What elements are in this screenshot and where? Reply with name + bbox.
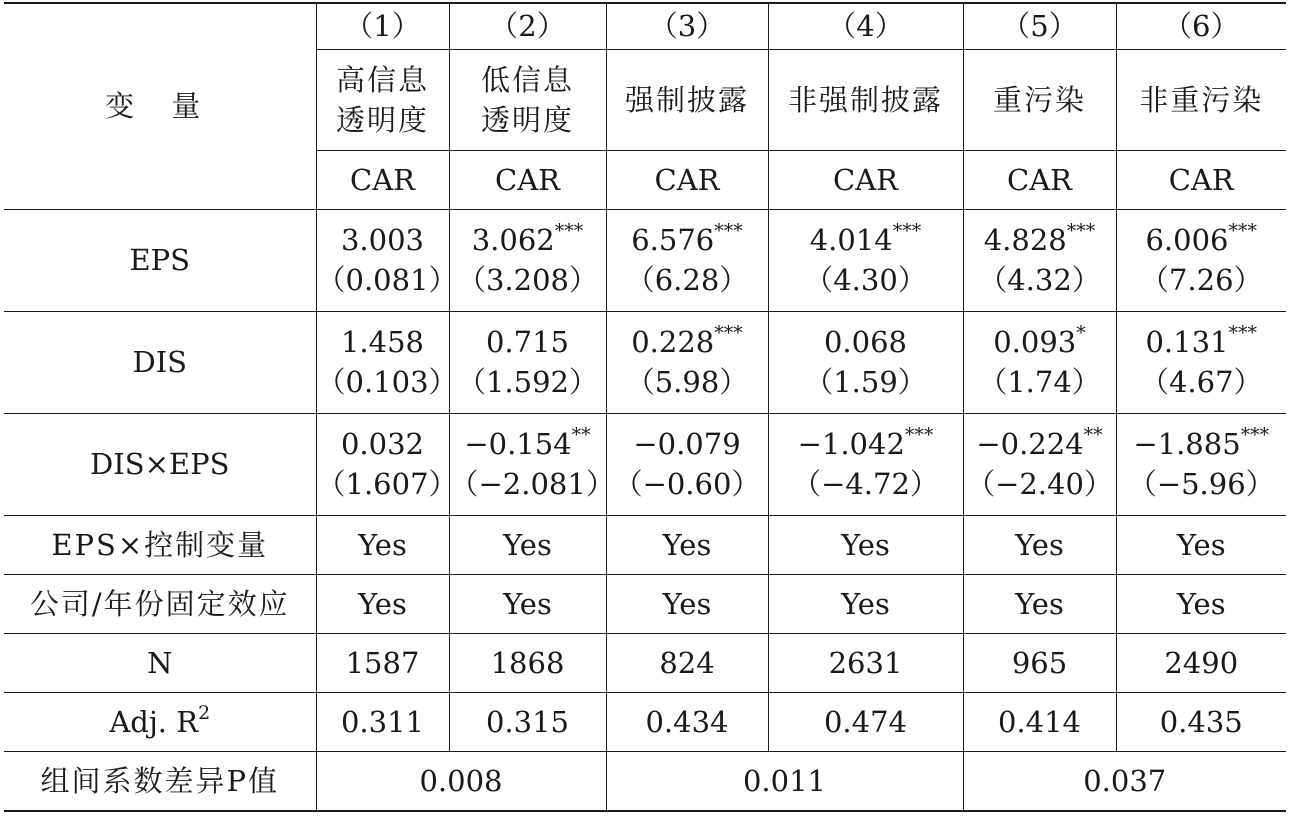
dep-var: CAR — [316, 150, 449, 209]
dep-var: CAR — [606, 150, 768, 209]
row-pvalue-diff — [4, 751, 1286, 811]
table-cell: Yes — [316, 574, 449, 633]
coef-value: 0.715 — [485, 325, 570, 359]
table-cell: Yes — [963, 574, 1116, 633]
coef-cell — [768, 413, 963, 515]
t-stat: （1.607） — [316, 467, 458, 501]
group-header: 强制披露 — [606, 49, 768, 150]
coef-value: 4.828*** — [983, 220, 1096, 257]
t-stat: （−5.96） — [1127, 467, 1275, 501]
row-dis-eps — [4, 413, 1286, 515]
group-header — [316, 49, 449, 150]
dep-var: CAR — [449, 150, 606, 209]
col-number: （5） — [963, 3, 1116, 49]
header-row-numbers — [4, 3, 1286, 49]
coef-cell — [449, 209, 606, 311]
t-stat: （1.59） — [804, 365, 927, 399]
table-cell: 0.037 — [963, 751, 1286, 811]
coef-value: −0.154** — [464, 424, 591, 461]
t-stat: （−2.40） — [966, 467, 1113, 501]
coef-value: 0.032 — [340, 427, 425, 461]
table-cell: Yes — [449, 574, 606, 633]
row-label: 公司/年份固定效应 — [4, 574, 316, 633]
coef-cell — [1116, 413, 1286, 515]
dep-var: CAR — [1116, 150, 1286, 209]
table-cell: Yes — [606, 515, 768, 574]
row-label: 组间系数差异P值 — [4, 751, 316, 811]
row-eps — [4, 209, 1286, 311]
sig-stars: ** — [1083, 424, 1103, 447]
col-number: （1） — [316, 3, 449, 49]
table-cell: Yes — [768, 574, 963, 633]
table-cell: 0.414 — [963, 692, 1116, 751]
table-cell: 0.474 — [768, 692, 963, 751]
sig-stars: *** — [714, 322, 743, 345]
coef-value: 3.062*** — [471, 220, 584, 257]
t-stat: （4.30） — [804, 263, 927, 297]
t-stat: （−0.60） — [613, 467, 761, 501]
table-cell: 2631 — [768, 633, 963, 692]
table-cell: 824 — [606, 633, 768, 692]
coef-value: −0.079 — [633, 427, 741, 461]
sig-stars: *** — [714, 220, 743, 243]
table-cell: 0.435 — [1116, 692, 1286, 751]
coef-value: −1.885*** — [1133, 424, 1270, 461]
group-header-line: 透明度 — [335, 102, 429, 137]
row-adj-r2 — [4, 692, 1286, 751]
t-stat: （−4.72） — [792, 467, 939, 501]
sig-stars: *** — [1240, 424, 1270, 447]
table-cell: Yes — [1116, 574, 1286, 633]
sig-stars: ** — [571, 424, 591, 447]
table-cell: 0.434 — [606, 692, 768, 751]
row-label: DIS×EPS — [4, 413, 316, 515]
coef-cell — [963, 209, 1116, 311]
table-cell: Yes — [768, 515, 963, 574]
t-stat: （1.74） — [978, 365, 1101, 399]
sig-stars: *** — [892, 220, 922, 243]
coef-cell — [1116, 311, 1286, 413]
t-stat: （0.081） — [316, 263, 458, 297]
group-header-line: 透明度 — [480, 102, 574, 137]
table-cell: Yes — [1116, 515, 1286, 574]
superscript: 2 — [198, 701, 211, 724]
row-fixed-effects — [4, 574, 1286, 633]
table-cell: Yes — [316, 515, 449, 574]
row-label: Adj. $R^2$ — [4, 692, 316, 751]
dep-var: CAR — [768, 150, 963, 209]
coef-cell — [606, 413, 768, 515]
variable-header: 变 量 — [4, 3, 316, 209]
coef-cell — [1116, 209, 1286, 311]
group-header-line: 低信息 — [480, 62, 574, 97]
coef-value: 6.576*** — [631, 220, 743, 257]
row-label: EPS×控制变量 — [4, 515, 316, 574]
t-stat: （0.103） — [316, 365, 458, 399]
regression-table — [4, 2, 1286, 812]
t-stat: （4.32） — [978, 263, 1101, 297]
col-number: （2） — [449, 3, 606, 49]
group-header-line: 高信息 — [335, 62, 429, 97]
table-cell: 0.011 — [606, 751, 963, 811]
row-label: DIS — [4, 311, 316, 413]
coef-cell — [606, 209, 768, 311]
col-number: （3） — [606, 3, 768, 49]
coef-value: 0.093* — [993, 322, 1086, 359]
table-cell: 2490 — [1116, 633, 1286, 692]
table-cell: 965 — [963, 633, 1116, 692]
sig-stars: *** — [554, 220, 584, 243]
t-stat: （3.208） — [456, 263, 599, 297]
table-cell: 1587 — [316, 633, 449, 692]
coef-cell — [449, 311, 606, 413]
table-cell: 1868 — [449, 633, 606, 692]
dep-var: CAR — [963, 150, 1116, 209]
coef-cell — [316, 311, 458, 413]
sig-stars: *** — [1228, 220, 1258, 243]
coef-value: 0.131*** — [1145, 322, 1258, 359]
coef-cell — [606, 311, 768, 413]
group-header: 重污染 — [963, 49, 1116, 150]
sig-stars: *** — [1066, 220, 1096, 243]
coef-value: −0.224** — [976, 424, 1103, 461]
table-cell: Yes — [606, 574, 768, 633]
table-cell: Yes — [963, 515, 1116, 574]
sig-stars: *** — [904, 424, 934, 447]
sig-stars: * — [1076, 322, 1086, 345]
coef-cell — [963, 311, 1116, 413]
col-number: （4） — [768, 3, 963, 49]
t-stat: （−2.081） — [449, 467, 615, 501]
row-controls — [4, 515, 1286, 574]
coef-cell — [768, 209, 963, 311]
group-header: 非重污染 — [1116, 49, 1286, 150]
coef-value: 6.006*** — [1145, 220, 1258, 257]
sig-stars: *** — [1228, 322, 1258, 345]
coef-cell — [316, 209, 458, 311]
row-dis — [4, 311, 1286, 413]
coef-value: 1.458 — [340, 325, 425, 359]
t-stat: （6.28） — [625, 263, 749, 297]
t-stat: （5.98） — [625, 365, 749, 399]
coef-value: 0.228*** — [631, 322, 743, 359]
col-number: （6） — [1116, 3, 1286, 49]
coef-cell — [316, 413, 458, 515]
row-label: N — [4, 633, 316, 692]
coef-value: −1.042*** — [797, 424, 934, 461]
table-cell: 0.311 — [316, 692, 449, 751]
table-cell: Yes — [449, 515, 606, 574]
coef-value: 3.003 — [340, 223, 425, 257]
coef-cell — [963, 413, 1116, 515]
coef-cell — [449, 413, 615, 515]
t-stat: （7.26） — [1139, 263, 1263, 297]
table-cell: 0.008 — [316, 751, 606, 811]
coef-value: 4.014*** — [809, 220, 922, 257]
t-stat: （1.592） — [456, 365, 599, 399]
group-header — [449, 49, 606, 150]
coef-cell — [768, 311, 963, 413]
group-header: 非强制披露 — [768, 49, 963, 150]
coef-value: 0.068 — [823, 325, 908, 359]
table-cell: 0.315 — [449, 692, 606, 751]
row-n — [4, 633, 1286, 692]
row-label: EPS — [4, 209, 316, 311]
t-stat: （4.67） — [1139, 365, 1263, 399]
